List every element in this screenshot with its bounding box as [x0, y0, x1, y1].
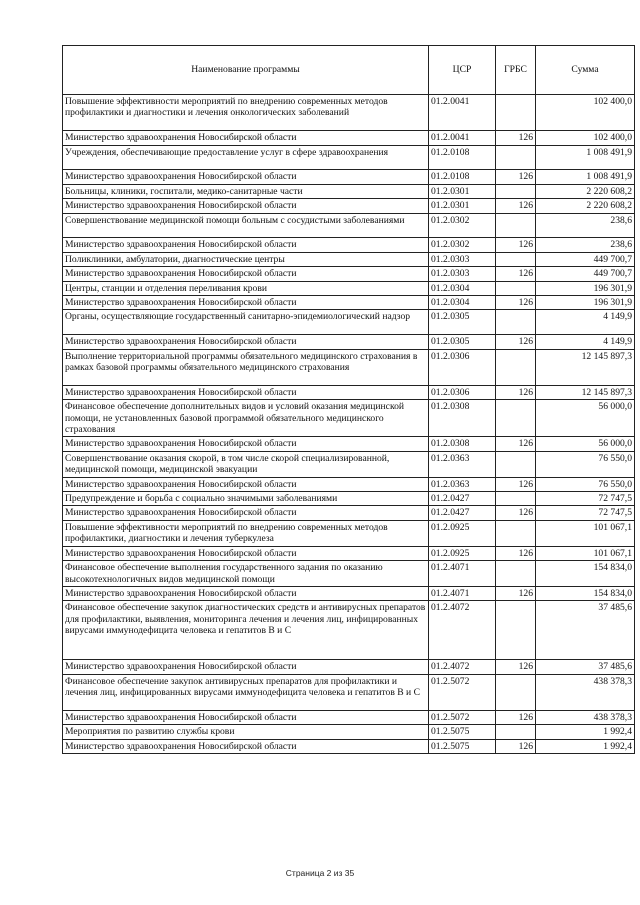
table-body [63, 95, 635, 754]
cell-csr: 01.2.0308 [429, 437, 496, 451]
cell-sum: 449 700,7 [536, 267, 635, 281]
cell-grbs: 126 [496, 739, 536, 753]
cell-grbs [496, 213, 536, 238]
table-row [63, 335, 635, 349]
cell-grbs: 126 [496, 131, 536, 145]
cell-grbs [496, 310, 536, 335]
table-row [63, 561, 635, 587]
cell-program-name: Министерство здравоохранения Новосибирской области [63, 385, 429, 399]
cell-csr: 01.2.0301 [429, 184, 496, 198]
cell-program-name: Совершенствование оказания скорой, в том числе скорой специализированной, медицинской помощи, медицинской эвакуации [63, 451, 429, 477]
cell-program-name: Министерство здравоохранения Новосибирской области [63, 710, 429, 724]
table-row [63, 238, 635, 252]
cell-csr: 01.2.0304 [429, 296, 496, 310]
table-row [63, 385, 635, 399]
cell-program-name: Министерство здравоохранения Новосибирской области [63, 477, 429, 491]
table-row [63, 492, 635, 506]
cell-program-name: Выполнение территориальной программы обязательного медицинского страхования в рамках базовой программы обязательного медицинского страхования [63, 349, 429, 385]
table-row [63, 281, 635, 295]
table-row [63, 674, 635, 710]
cell-sum: 56 000,0 [536, 400, 635, 437]
cell-grbs [496, 725, 536, 739]
cell-csr: 01.2.4071 [429, 561, 496, 587]
cell-sum: 449 700,7 [536, 252, 635, 266]
cell-program-name: Министерство здравоохранения Новосибирской области [63, 437, 429, 451]
cell-grbs: 126 [496, 506, 536, 520]
cell-program-name: Министерство здравоохранения Новосибирской области [63, 506, 429, 520]
table-row [63, 199, 635, 213]
cell-sum: 438 378,3 [536, 710, 635, 724]
cell-program-name: Повышение эффективности мероприятий по внедрению современных методов профилактики, диагностики и лечения туберкулеза [63, 520, 429, 546]
cell-grbs [496, 281, 536, 295]
table-row [63, 400, 635, 437]
table-row [63, 170, 635, 184]
cell-grbs: 126 [496, 437, 536, 451]
cell-grbs [496, 184, 536, 198]
cell-sum: 56 000,0 [536, 437, 635, 451]
cell-csr: 01.2.0108 [429, 145, 496, 170]
cell-program-name: Финансовое обеспечение выполнения государственного задания по оказанию высокотехнологичных видов медицинской помощи [63, 561, 429, 587]
cell-sum: 154 834,0 [536, 561, 635, 587]
cell-grbs [496, 145, 536, 170]
cell-program-name: Поликлиники, амбулатории, диагностические центры [63, 252, 429, 266]
table-row [63, 546, 635, 560]
header-program-name: Наименование программы [63, 46, 429, 95]
cell-sum: 76 550,0 [536, 477, 635, 491]
table-row [63, 710, 635, 724]
cell-program-name: Министерство здравоохранения Новосибирской области [63, 335, 429, 349]
table-row [63, 252, 635, 266]
cell-csr: 01.2.0304 [429, 281, 496, 295]
cell-sum: 1 008 491,9 [536, 145, 635, 170]
cell-csr: 01.2.0305 [429, 335, 496, 349]
cell-program-name: Министерство здравоохранения Новосибирской области [63, 546, 429, 560]
table-row [63, 725, 635, 739]
cell-csr: 01.2.4071 [429, 586, 496, 600]
cell-program-name: Финансовое обеспечение закупок диагностических средств и антивирусных препаратов для профилактики, выявления, мониторинга лечения и лечения лиц, инфицированных вирусами иммунодефицита человека и гепатитов В и С [63, 601, 429, 660]
cell-csr: 01.2.4072 [429, 601, 496, 660]
cell-grbs: 126 [496, 586, 536, 600]
cell-program-name: Финансовое обеспечение дополнительных видов и условий оказания медицинской помощи, не установленных базовой программой обязательного медицинского страхования [63, 400, 429, 437]
cell-sum: 1 992,4 [536, 739, 635, 753]
table-row [63, 660, 635, 674]
budget-table [62, 45, 635, 754]
cell-program-name: Финансовое обеспечение закупок антивирусных препаратов для профилактики и лечения лиц, инфицированных вирусами иммунодефицита человека и гепатитов В и С [63, 674, 429, 710]
cell-grbs [496, 451, 536, 477]
cell-sum: 154 834,0 [536, 586, 635, 600]
cell-csr: 01.2.0427 [429, 506, 496, 520]
table-row [63, 739, 635, 753]
cell-program-name: Органы, осуществляющие государственный санитарно-эпидемиологический надзор [63, 310, 429, 335]
cell-csr: 01.2.4072 [429, 660, 496, 674]
cell-program-name: Министерство здравоохранения Новосибирской области [63, 131, 429, 145]
header-grbs: ГРБС [496, 46, 536, 95]
cell-sum: 196 301,9 [536, 296, 635, 310]
page-number: Страница 2 из 35 [285, 868, 355, 878]
cell-program-name: Министерство здравоохранения Новосибирской области [63, 739, 429, 753]
cell-csr: 01.2.0427 [429, 492, 496, 506]
cell-program-name: Совершенствование медицинской помощи больным с сосудистыми заболеваниями [63, 213, 429, 238]
cell-grbs: 126 [496, 385, 536, 399]
cell-sum: 4 149,9 [536, 335, 635, 349]
cell-grbs [496, 601, 536, 660]
cell-csr: 01.2.0108 [429, 170, 496, 184]
cell-program-name: Мероприятия по развитию службы крови [63, 725, 429, 739]
cell-grbs: 126 [496, 170, 536, 184]
cell-csr: 01.2.0303 [429, 267, 496, 281]
cell-program-name: Повышение эффективности мероприятий по внедрению современных методов профилактики и диагностики и лечения онкологических заболеваний [63, 95, 429, 131]
cell-csr: 01.2.0302 [429, 238, 496, 252]
cell-sum: 72 747,5 [536, 492, 635, 506]
cell-sum: 37 485,6 [536, 601, 635, 660]
cell-sum: 12 145 897,3 [536, 349, 635, 385]
cell-grbs: 126 [496, 267, 536, 281]
cell-grbs [496, 349, 536, 385]
cell-sum: 37 485,6 [536, 660, 635, 674]
cell-csr: 01.2.0308 [429, 400, 496, 437]
cell-grbs [496, 252, 536, 266]
cell-sum: 1 992,4 [536, 725, 635, 739]
cell-csr: 01.2.0041 [429, 131, 496, 145]
cell-sum: 1 008 491,9 [536, 170, 635, 184]
cell-program-name: Министерство здравоохранения Новосибирской области [63, 296, 429, 310]
cell-program-name: Министерство здравоохранения Новосибирской области [63, 170, 429, 184]
cell-grbs [496, 520, 536, 546]
header-sum: Сумма [536, 46, 635, 95]
table-row [63, 131, 635, 145]
cell-sum: 101 067,1 [536, 520, 635, 546]
cell-sum: 101 067,1 [536, 546, 635, 560]
cell-sum: 238,6 [536, 238, 635, 252]
cell-csr: 01.2.0363 [429, 477, 496, 491]
cell-sum: 438 378,3 [536, 674, 635, 710]
table-row [63, 437, 635, 451]
cell-sum: 2 220 608,2 [536, 199, 635, 213]
table-row [63, 267, 635, 281]
cell-csr: 01.2.0306 [429, 385, 496, 399]
cell-grbs: 126 [496, 546, 536, 560]
table-row [63, 451, 635, 477]
cell-csr: 01.2.0305 [429, 310, 496, 335]
cell-sum: 4 149,9 [536, 310, 635, 335]
cell-csr: 01.2.0301 [429, 199, 496, 213]
cell-csr: 01.2.0363 [429, 451, 496, 477]
cell-csr: 01.2.0041 [429, 95, 496, 131]
cell-grbs [496, 95, 536, 131]
cell-grbs: 126 [496, 199, 536, 213]
cell-csr: 01.2.5072 [429, 710, 496, 724]
cell-csr: 01.2.5072 [429, 674, 496, 710]
table-row [63, 477, 635, 491]
cell-grbs: 126 [496, 296, 536, 310]
table-row [63, 586, 635, 600]
cell-csr: 01.2.0306 [429, 349, 496, 385]
cell-program-name: Центры, станции и отделения переливания крови [63, 281, 429, 295]
table-row [63, 520, 635, 546]
cell-sum: 102 400,0 [536, 95, 635, 131]
budget-table-container [62, 45, 634, 754]
cell-grbs: 126 [496, 710, 536, 724]
table-row [63, 601, 635, 660]
cell-csr: 01.2.5075 [429, 739, 496, 753]
cell-program-name: Министерство здравоохранения Новосибирской области [63, 238, 429, 252]
table-row [63, 145, 635, 170]
cell-program-name: Министерство здравоохранения Новосибирской области [63, 586, 429, 600]
cell-program-name: Министерство здравоохранения Новосибирской области [63, 267, 429, 281]
cell-program-name: Министерство здравоохранения Новосибирской области [63, 660, 429, 674]
cell-csr: 01.2.5075 [429, 725, 496, 739]
cell-sum: 12 145 897,3 [536, 385, 635, 399]
cell-sum: 2 220 608,2 [536, 184, 635, 198]
table-row [63, 296, 635, 310]
cell-sum: 102 400,0 [536, 131, 635, 145]
cell-csr: 01.2.0303 [429, 252, 496, 266]
cell-sum: 76 550,0 [536, 451, 635, 477]
cell-sum: 72 747,5 [536, 506, 635, 520]
table-row [63, 213, 635, 238]
cell-csr: 01.2.0302 [429, 213, 496, 238]
cell-grbs [496, 492, 536, 506]
cell-program-name: Учреждения, обеспечивающие предоставление услуг в сфере здравоохранения [63, 145, 429, 170]
cell-program-name: Предупреждение и борьба с социально значимыми заболеваниями [63, 492, 429, 506]
cell-grbs [496, 674, 536, 710]
cell-csr: 01.2.0925 [429, 546, 496, 560]
table-row [63, 506, 635, 520]
table-row [63, 349, 635, 385]
table-row [63, 184, 635, 198]
cell-grbs: 126 [496, 660, 536, 674]
header-csr: ЦСР [429, 46, 496, 95]
cell-sum: 238,6 [536, 213, 635, 238]
cell-sum: 196 301,9 [536, 281, 635, 295]
table-header-row [63, 46, 635, 95]
table-row [63, 310, 635, 335]
cell-program-name: Министерство здравоохранения Новосибирской области [63, 199, 429, 213]
cell-csr: 01.2.0925 [429, 520, 496, 546]
table-row [63, 95, 635, 131]
cell-grbs [496, 561, 536, 587]
cell-grbs: 126 [496, 238, 536, 252]
cell-grbs: 126 [496, 477, 536, 491]
cell-grbs [496, 400, 536, 437]
cell-program-name: Больницы, клиники, госпитали, медико-санитарные части [63, 184, 429, 198]
cell-grbs: 126 [496, 335, 536, 349]
